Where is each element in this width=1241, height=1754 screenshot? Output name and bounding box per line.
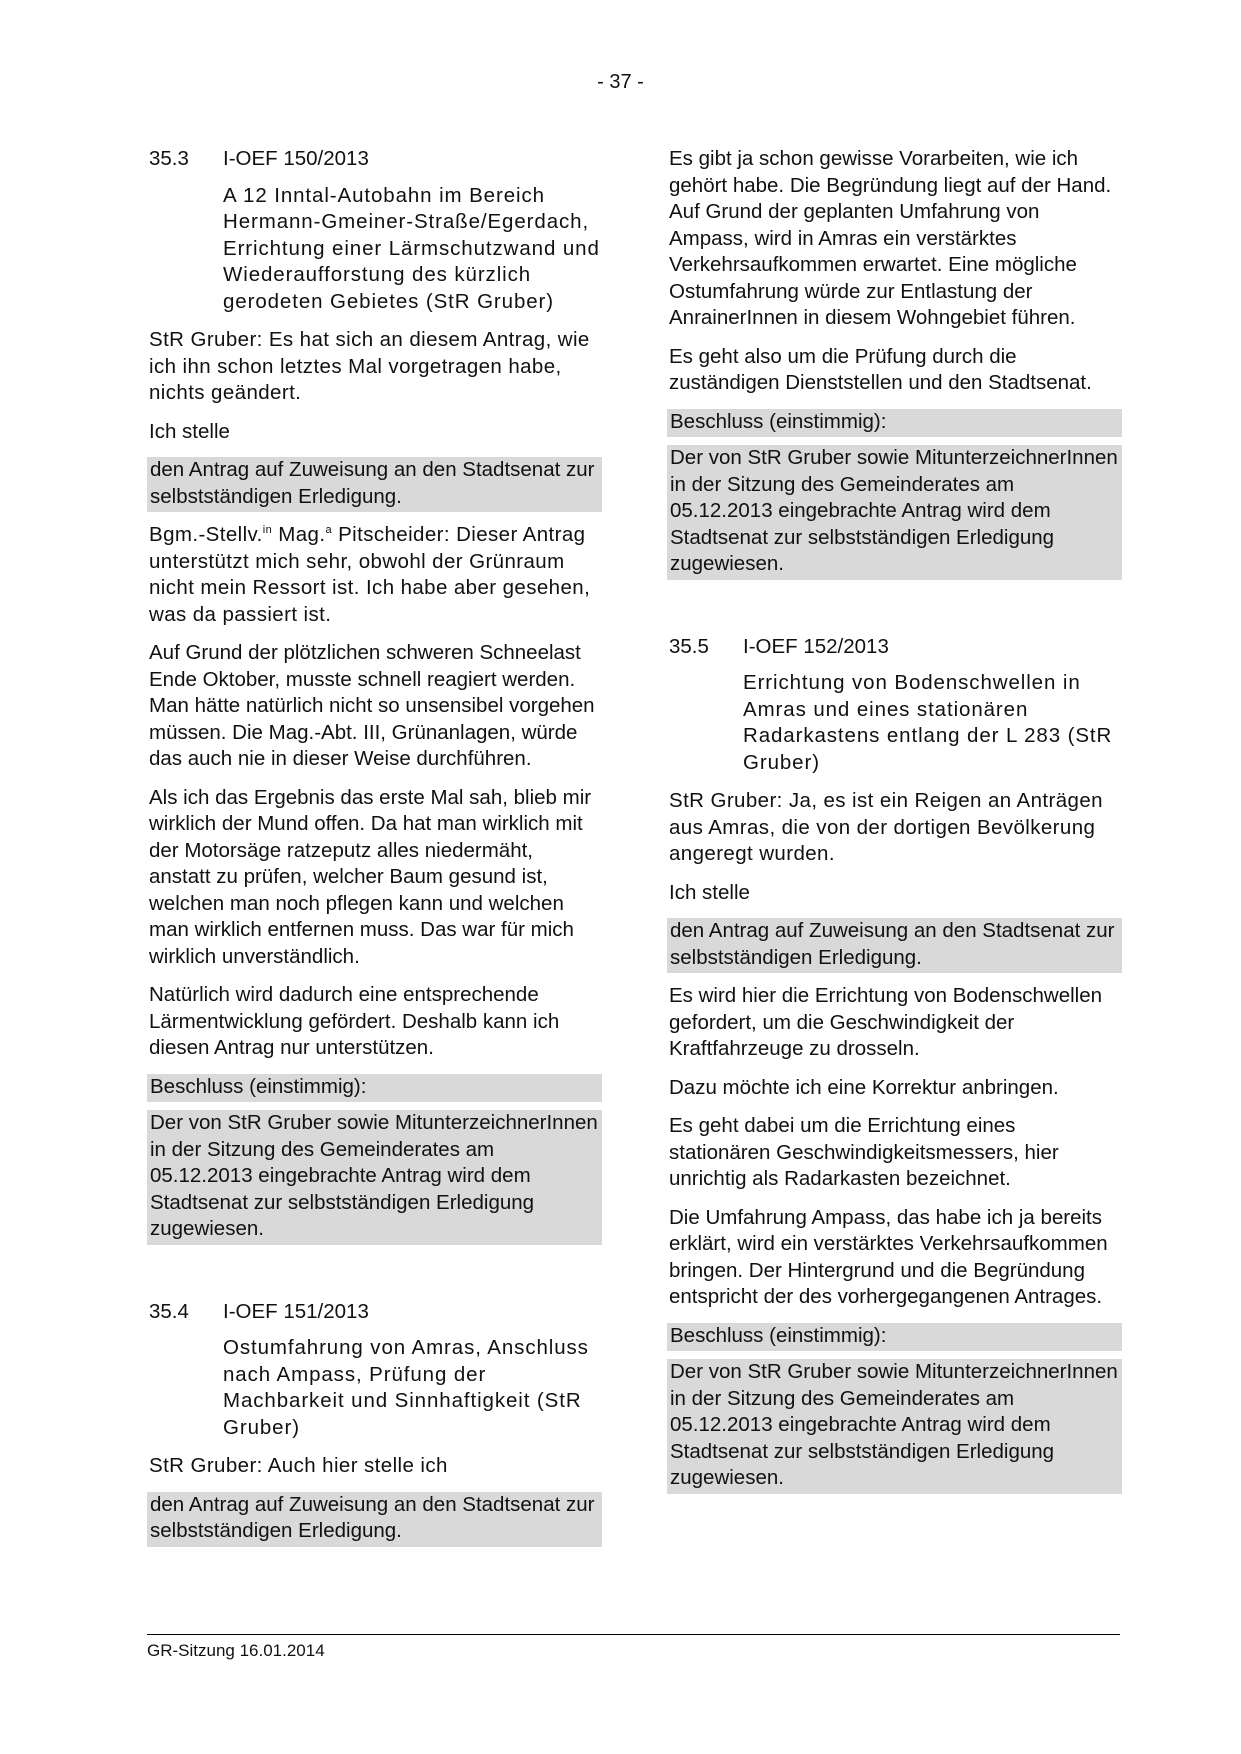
paragraph: Als ich das Ergebnis das erste Mal sah, blieb mir wirklich der Mund offen. Da hat man wirklich mit der Motorsäge ratzeputz alles niedermäht, anstatt zu prüfen, welcher Baum gesund ist, welchen man noch pflegen kann und welchen man wirklich entfernen muss. Das war für mich wirklich unverständlich. — [149, 785, 592, 968]
paragraph: Es gibt ja schon gewisse Vorarbeiten, wie ich gehört habe. Die Begründung liegt auf der Hand. Auf Grund der geplanten Umfahrung von Ampass, wird in Amras ein verstärktes Verkehrsaufkommen erwartet. Eine mögliche Ostumfahrung würde zur Entlastung der AnrainerInnen in diesem Wohngebiet führen. — [669, 147, 1112, 329]
section-gap — [147, 1255, 602, 1299]
paragraph: Natürlich wird dadurch eine entsprechende Lärmentwicklung gefördert. Deshalb kann ich diesen Antrag nur unterstützen. — [149, 983, 560, 1059]
paragraph: Ich stelle — [149, 419, 230, 443]
resolution-text: Der von StR Gruber sowie MitunterzeichnerInnen in der Sitzung des Gemeinderates am 05.12.2013 eingebrachte Antrag wird dem Stadtsenat zur selbstständigen Erledigung zugewiesen. — [147, 1110, 602, 1245]
paragraph: Auf Grund der plötzlichen schweren Schneelast Ende Oktober, musste schnell reagiert werden. Man hätte natürlich nicht so unsensibel vorgehen müssen. Die Mag.-Abt. III, Grünanlagen, würde das auch nie in dieser Weise durchführen. — [149, 641, 595, 770]
paragraph: Ich stelle — [669, 880, 750, 904]
paragraph: Die Umfahrung Ampass, das habe ich ja bereits erklärt, wird ein verstärktes Verkehrsaufkommen bringen. Der Hintergrund und die Begründung entspricht der des vorhergegangenen Antrages. — [669, 1205, 1108, 1308]
speaker-title: Bgm.-Stellv. — [149, 523, 263, 546]
section-title: A 12 Inntal-Autobahn im Bereich Hermann-Gmeiner-Straße/Egerdach, Errichtung einer Lärmschutzwand und Wiederaufforstung des kürzlich gerodeten Gebietes (StR Gruber) — [223, 183, 600, 313]
section-gap — [667, 590, 1122, 634]
motion-box: den Antrag auf Zuweisung an den Stadtsenat zur selbstständigen Erledigung. — [147, 457, 602, 512]
resolution-heading: Beschluss (einstimmig): — [667, 1323, 1122, 1352]
section-number: 35.3 — [149, 147, 189, 170]
section-id: I-OEF 150/2013 — [223, 147, 369, 170]
paragraph — [147, 522, 602, 628]
paragraph-text: Pitscheider: Dieser Antrag unterstützt mich sehr, obwohl der Grünraum nicht mein Ressort ist. Ich habe aber gesehen, was da passiert ist. — [149, 523, 591, 626]
paragraph: Es geht also um die Prüfung durch die zuständigen Dienststellen und den Stadtsenat. — [669, 344, 1092, 394]
superscript: in — [262, 524, 273, 537]
resolution-heading: Beschluss (einstimmig): — [147, 1074, 602, 1103]
paragraph: StR Gruber: Es hat sich an diesem Antrag, wie ich ihn schon letztes Mal vorgetragen habe, nichts geändert. — [149, 328, 590, 404]
left-column — [147, 146, 602, 1557]
resolution-heading: Beschluss (einstimmig): — [667, 409, 1122, 438]
paragraph: StR Gruber: Ja, es ist ein Reigen an Anträgen aus Amras, die von der dortigen Bevölkerung angeregt wurden. — [669, 789, 1103, 865]
section-id: I-OEF 151/2013 — [223, 1299, 369, 1323]
paragraph: Es wird hier die Errichtung von Bodenschwellen gefordert, um die Geschwindigkeit der Kraftfahrzeuge zu drosseln. — [669, 984, 1103, 1060]
paragraph: StR Gruber: Auch hier stelle ich — [149, 1454, 448, 1477]
section-title: Ostumfahrung von Amras, Anschluss nach Ampass, Prüfung der Machbarkeit und Sinnhaftigkeit (StR Gruber) — [223, 1336, 589, 1439]
paragraph: Dazu möchte ich eine Korrektur anbringen. — [669, 1075, 1059, 1099]
section-title: Errichtung von Bodenschwellen in Amras und eines stationären Radarkastens entlang der L 283 (StR Gruber) — [743, 671, 1113, 774]
section-number: 35.4 — [149, 1299, 189, 1323]
page-number: - 37 - — [597, 71, 644, 93]
right-column — [667, 146, 1122, 1504]
resolution-text: Der von StR Gruber sowie MitunterzeichnerInnen in der Sitzung des Gemeinderates am 05.12.2013 eingebrachte Antrag wird dem Stadtsenat zur selbstständigen Erledigung zugewiesen. — [667, 445, 1122, 580]
superscript: a — [325, 524, 332, 537]
speaker-title: Mag. — [272, 523, 326, 546]
footer-session-date: GR-Sitzung 16.01.2014 — [147, 1641, 325, 1660]
paragraph: Es geht dabei um die Errichtung eines stationären Geschwindigkeitsmessers, hier unrichtig als Radarkasten bezeichnet. — [669, 1114, 1059, 1190]
footer-divider — [147, 1634, 1120, 1635]
section-id: I-OEF 152/2013 — [743, 634, 889, 658]
section-number: 35.5 — [669, 634, 709, 658]
section-heading-35-4 — [147, 1299, 602, 1326]
motion-box: den Antrag auf Zuweisung an den Stadtsenat zur selbstständigen Erledigung. — [147, 1492, 602, 1547]
section-heading-35-3 — [147, 146, 602, 173]
motion-box: den Antrag auf Zuweisung an den Stadtsenat zur selbstständigen Erledigung. — [667, 918, 1122, 973]
resolution-text: Der von StR Gruber sowie MitunterzeichnerInnen in der Sitzung des Gemeinderates am 05.12.2013 eingebrachte Antrag wird dem Stadtsenat zur selbstständigen Erledigung zugewiesen. — [667, 1359, 1122, 1494]
section-heading-35-5 — [667, 634, 1122, 661]
